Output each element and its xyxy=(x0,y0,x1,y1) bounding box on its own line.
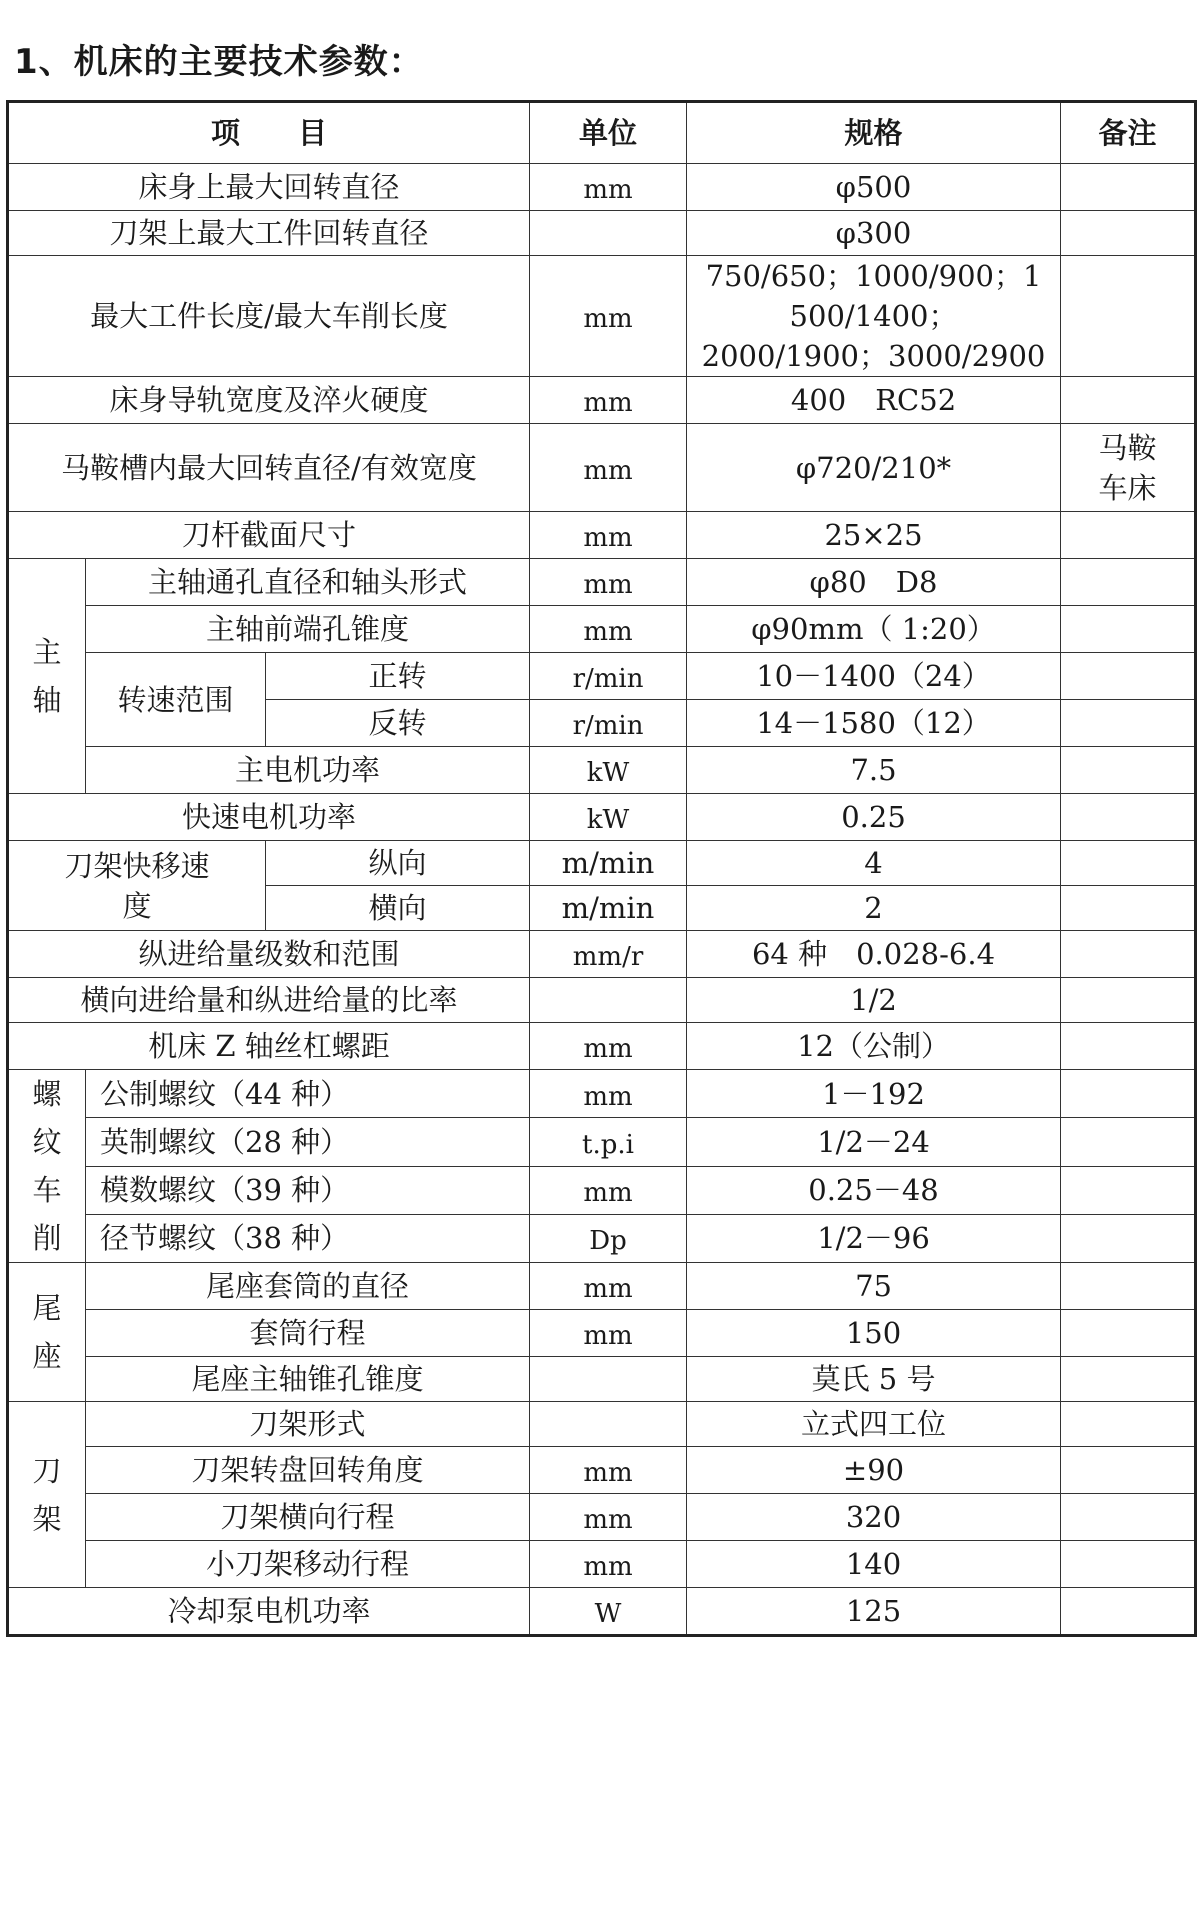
item-label: 主轴通孔直径和轴头形式 xyxy=(86,559,530,606)
spec-line: 750/650；1000/900；1 xyxy=(705,259,1042,293)
spec-value: 2 xyxy=(687,886,1061,931)
table-row xyxy=(8,1541,1196,1588)
unit-value: mm xyxy=(530,1541,687,1588)
remark-cell xyxy=(1061,1310,1196,1357)
group-char: 轴 xyxy=(32,683,62,717)
unit-value: mm xyxy=(530,1166,687,1214)
group-char: 削 xyxy=(32,1221,62,1255)
item-label: 刀架上最大工件回转直径 xyxy=(8,211,530,256)
spec-value: 140 xyxy=(687,1541,1061,1588)
spec-value: φ720/210* xyxy=(687,424,1061,512)
table-row xyxy=(8,1023,1196,1070)
item-label: 刀架形式 xyxy=(86,1402,530,1447)
remark-cell xyxy=(1061,256,1196,377)
unit-value xyxy=(530,1357,687,1402)
item-label: 纵进给量级数和范围 xyxy=(8,931,530,978)
section-heading: 1、机床的主要技术参数： xyxy=(14,42,424,82)
table-row xyxy=(8,559,1196,606)
header-item: 项 目 xyxy=(8,102,530,164)
spec-value: φ90mm（ 1:20） xyxy=(687,606,1061,653)
unit-value: mm xyxy=(530,1070,687,1118)
spec-value: 4 xyxy=(687,841,1061,886)
item-label: 套筒行程 xyxy=(86,1310,530,1357)
spec-value xyxy=(687,256,1061,377)
unit-value: mm xyxy=(530,424,687,512)
group-line: 刀架快移速 xyxy=(64,848,210,883)
unit-value: mm xyxy=(530,606,687,653)
table-row xyxy=(8,1494,1196,1541)
item-label: 刀架横向行程 xyxy=(86,1494,530,1541)
remark-cell xyxy=(1061,1118,1196,1166)
group-char: 刀 xyxy=(32,1453,62,1488)
table-row xyxy=(8,1310,1196,1357)
table-row xyxy=(8,841,1196,886)
spec-value: 0.25 xyxy=(687,794,1061,841)
remark-cell xyxy=(1061,1357,1196,1402)
table-row xyxy=(8,424,1196,512)
table-row xyxy=(8,211,1196,256)
unit-value: mm xyxy=(530,1263,687,1310)
item-label: 反转 xyxy=(266,700,530,747)
table-row xyxy=(8,377,1196,424)
remark-cell xyxy=(1061,1402,1196,1447)
item-label: 最大工件长度/最大车削长度 xyxy=(8,256,530,377)
spec-value: 150 xyxy=(687,1310,1061,1357)
table-row xyxy=(8,978,1196,1023)
speed-range-label: 转速范围 xyxy=(86,653,266,747)
remark-cell xyxy=(1061,747,1196,794)
item-label: 主轴前端孔锥度 xyxy=(86,606,530,653)
table-row xyxy=(8,512,1196,559)
remark-cell xyxy=(1061,700,1196,747)
unit-value: r/min xyxy=(530,653,687,700)
item-label: 马鞍槽内最大回转直径/有效宽度 xyxy=(8,424,530,512)
remark-cell xyxy=(1061,653,1196,700)
remark-cell xyxy=(1061,841,1196,886)
item-label: 刀架转盘回转角度 xyxy=(86,1447,530,1494)
remark-cell xyxy=(1061,1447,1196,1494)
spec-line: 500/1400； xyxy=(789,299,958,333)
header-spec: 规格 xyxy=(687,102,1061,164)
unit-value xyxy=(530,978,687,1023)
spec-value: 14－1580（12） xyxy=(687,700,1061,747)
table-row xyxy=(8,794,1196,841)
group-label-rapid-speed xyxy=(8,841,266,931)
unit-value: r/min xyxy=(530,700,687,747)
remark-cell xyxy=(1061,1166,1196,1214)
group-char: 架 xyxy=(32,1501,62,1536)
item-label: 模数螺纹（39 种） xyxy=(86,1166,530,1214)
table-row xyxy=(8,606,1196,653)
table-row xyxy=(8,256,1196,377)
group-char: 主 xyxy=(32,635,62,669)
item-label: 英制螺纹（28 种） xyxy=(86,1118,530,1166)
item-label: 横向进给量和纵进给量的比率 xyxy=(8,978,530,1023)
unit-value: mm xyxy=(530,1310,687,1357)
remark-cell xyxy=(1061,1023,1196,1070)
group-label-spindle xyxy=(8,559,86,794)
item-label: 主电机功率 xyxy=(86,747,530,794)
spec-value: 立式四工位 xyxy=(687,1402,1061,1447)
table-row xyxy=(8,1070,1196,1118)
unit-value: kW xyxy=(530,747,687,794)
spec-value: ±90 xyxy=(687,1447,1061,1494)
unit-value: mm/r xyxy=(530,931,687,978)
table-row xyxy=(8,653,1196,700)
remark-cell xyxy=(1061,1494,1196,1541)
spec-value: 0.25－48 xyxy=(687,1166,1061,1214)
spec-value: 125 xyxy=(687,1588,1061,1636)
table-row xyxy=(8,931,1196,978)
table-row xyxy=(8,1263,1196,1310)
group-line: 度 xyxy=(122,888,152,923)
remark-cell xyxy=(1061,424,1196,512)
table-row xyxy=(8,164,1196,211)
group-char: 纹 xyxy=(32,1125,62,1159)
item-label: 快速电机功率 xyxy=(8,794,530,841)
table-row xyxy=(8,1118,1196,1166)
table-row xyxy=(8,1214,1196,1262)
unit-value: kW xyxy=(530,794,687,841)
header-remark: 备注 xyxy=(1061,102,1196,164)
item-label: 径节螺纹（38 种） xyxy=(86,1214,530,1262)
item-label: 尾座主轴锥孔锥度 xyxy=(86,1357,530,1402)
unit-value: m/min xyxy=(530,841,687,886)
spec-value: 1/2－24 xyxy=(687,1118,1061,1166)
spec-table xyxy=(6,100,1197,1637)
spec-value: φ300 xyxy=(687,211,1061,256)
spec-value: 1/2 xyxy=(687,978,1061,1023)
remark-cell xyxy=(1061,377,1196,424)
remark-cell xyxy=(1061,164,1196,211)
group-label-threading xyxy=(8,1070,86,1263)
table-header-row xyxy=(8,102,1196,164)
unit-value: m/min xyxy=(530,886,687,931)
remark-line: 车床 xyxy=(1098,470,1157,505)
spec-value: 12（公制） xyxy=(687,1023,1061,1070)
item-label: 正转 xyxy=(266,653,530,700)
item-label: 机床 Z 轴丝杠螺距 xyxy=(8,1023,530,1070)
unit-value: mm xyxy=(530,559,687,606)
unit-value: mm xyxy=(530,1023,687,1070)
spec-value: 1－192 xyxy=(687,1070,1061,1118)
remark-cell xyxy=(1061,512,1196,559)
remark-cell xyxy=(1061,1541,1196,1588)
remark-cell xyxy=(1061,794,1196,841)
remark-cell xyxy=(1061,1070,1196,1118)
spec-value: 25×25 xyxy=(687,512,1061,559)
unit-value: t.p.i xyxy=(530,1118,687,1166)
table-row xyxy=(8,747,1196,794)
remark-cell xyxy=(1061,559,1196,606)
spec-value: 320 xyxy=(687,1494,1061,1541)
spec-line: 2000/1900；3000/2900 xyxy=(701,339,1046,373)
remark-cell xyxy=(1061,1588,1196,1636)
remark-cell xyxy=(1061,1214,1196,1262)
spec-value: 1/2－96 xyxy=(687,1214,1061,1262)
table-row xyxy=(8,1166,1196,1214)
item-label: 床身上最大回转直径 xyxy=(8,164,530,211)
unit-value: W xyxy=(530,1588,687,1636)
table-row xyxy=(8,1402,1196,1447)
spec-value: 75 xyxy=(687,1263,1061,1310)
spec-value: 10－1400（24） xyxy=(687,653,1061,700)
unit-value: mm xyxy=(530,1494,687,1541)
item-label: 冷却泵电机功率 xyxy=(8,1588,530,1636)
spec-value: 7.5 xyxy=(687,747,1061,794)
item-label: 刀杆截面尺寸 xyxy=(8,512,530,559)
table-row xyxy=(8,1447,1196,1494)
unit-value: mm xyxy=(530,1447,687,1494)
remark-cell xyxy=(1061,1263,1196,1310)
remark-cell xyxy=(1061,606,1196,653)
unit-value: mm xyxy=(530,377,687,424)
table-row xyxy=(8,1588,1196,1636)
spec-value: 64 种 0.028-6.4 xyxy=(687,931,1061,978)
unit-value: mm xyxy=(530,512,687,559)
item-label: 公制螺纹（44 种） xyxy=(86,1070,530,1118)
item-label: 横向 xyxy=(266,886,530,931)
group-label-tailstock xyxy=(8,1263,86,1402)
remark-cell xyxy=(1061,978,1196,1023)
unit-value: Dp xyxy=(530,1214,687,1262)
unit-value: mm xyxy=(530,256,687,377)
group-char: 车 xyxy=(32,1173,62,1207)
group-label-toolpost xyxy=(8,1402,86,1588)
spec-value: 400 RC52 xyxy=(687,377,1061,424)
table-row xyxy=(8,1357,1196,1402)
item-label: 纵向 xyxy=(266,841,530,886)
remark-cell xyxy=(1061,211,1196,256)
unit-value: mm xyxy=(530,164,687,211)
remark-line: 马鞍 xyxy=(1098,430,1157,465)
item-label: 尾座套筒的直径 xyxy=(86,1263,530,1310)
item-label: 床身导轨宽度及淬火硬度 xyxy=(8,377,530,424)
spec-value: φ500 xyxy=(687,164,1061,211)
item-label: 小刀架移动行程 xyxy=(86,1541,530,1588)
spec-value: 莫氏 5 号 xyxy=(687,1357,1061,1402)
spec-value: φ80 D8 xyxy=(687,559,1061,606)
unit-value xyxy=(530,211,687,256)
remark-cell xyxy=(1061,931,1196,978)
group-char: 座 xyxy=(32,1339,62,1373)
remark-cell xyxy=(1061,886,1196,931)
group-char: 螺 xyxy=(32,1077,62,1111)
unit-value xyxy=(530,1402,687,1447)
group-char: 尾 xyxy=(32,1291,62,1325)
header-unit: 单位 xyxy=(530,102,687,164)
